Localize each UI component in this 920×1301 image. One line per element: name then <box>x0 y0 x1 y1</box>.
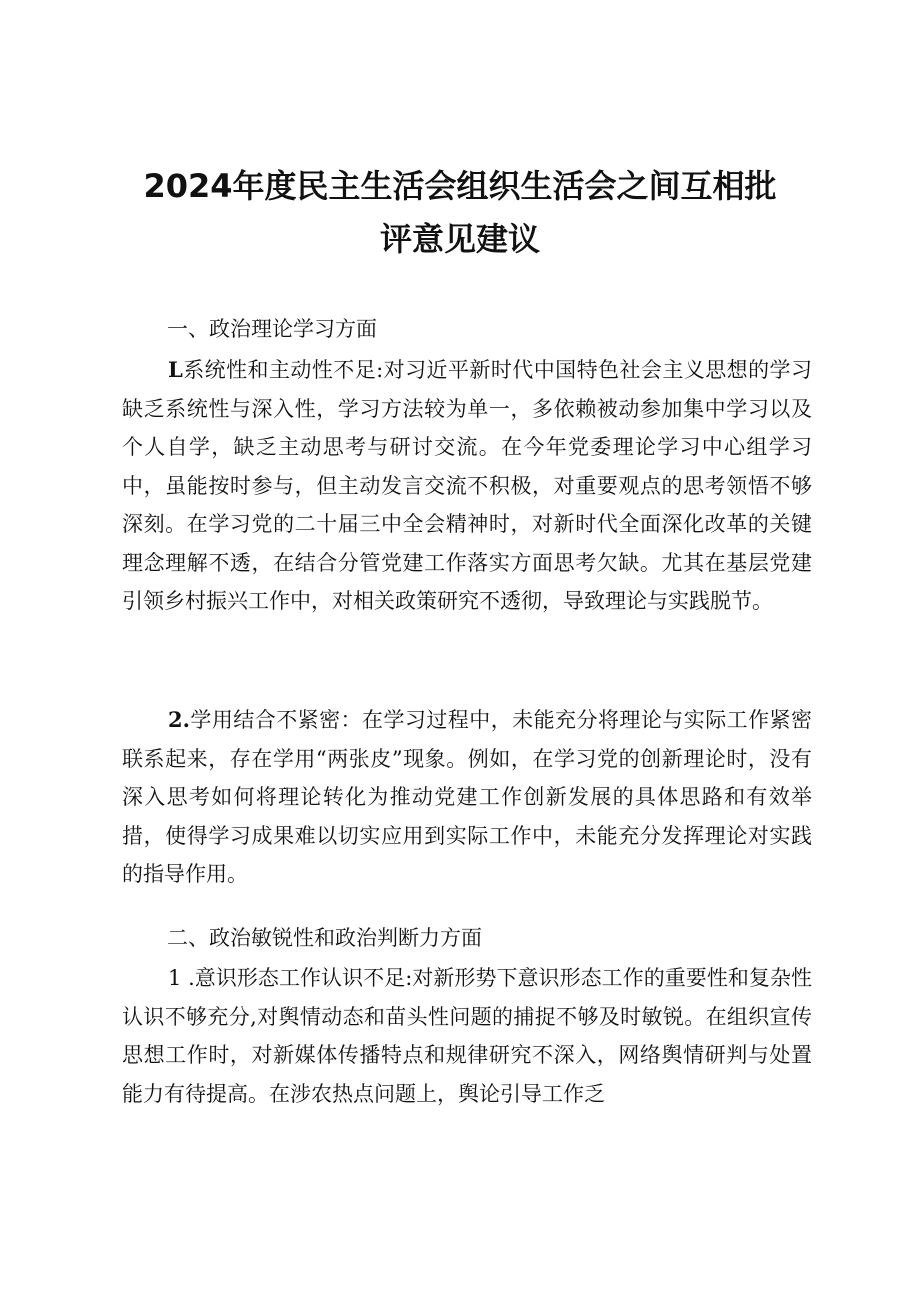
document-title-line-1: 2024年度民主生活会组织生活会之间互相批 <box>143 167 777 205</box>
section-heading-political-theory: 一、政治理论学习方面 <box>167 317 377 341</box>
paragraph-number: 2. <box>168 707 190 732</box>
paragraph-ideology-work <box>122 959 812 1113</box>
paragraph-text: 学用结合不紧密：在学习过程中，未能充分将理论与实际工作紧密联系起来，存在学用“两张皮”现象。例如，在学习党的创新理论时，没有深入思考如何将理论转化为推动党建工作创新发展的具体思路和有效举措，使得学习成果难以切实应用到实际工作中，未能充分发挥理论对实践的指导作用。 <box>122 708 812 886</box>
paragraph-number: L <box>168 357 183 382</box>
paragraph-study-application <box>122 701 812 894</box>
paragraph-systematic-learning <box>122 351 812 621</box>
paragraph-number: 1 . <box>168 966 195 990</box>
section-heading-political-sensitivity: 二、政治敏锐性和政治判断力方面 <box>167 926 482 950</box>
paragraph-text: 系统性和主动性不足:对习近平新时代中国特色社会主义思想的学习缺乏系统性与深入性，学习方法较为单一，多依赖被动参加集中学习以及个人自学，缺乏主动思考与研讨交流。在今年党委理论学习中心组学习中，虽能按时参与，但主动发言交流不积极，对重要观点的思考领悟不够深刻。在学习党的二十届三中全会精神时，对新时代全面深化改革的关键理念理解不透，在结合分管党建工作落实方面思考欠缺。尤其在基层党建引领乡村振兴工作中，对相关政策研究不透彻，导致理论与实践脱节。 <box>122 358 812 613</box>
document-title-line-2: 评意见建议 <box>379 220 540 258</box>
paragraph-text: 意识形态工作认识不足:对新形势下意识形态工作的重要性和复杂性认识不够充分,对舆情动态和苗头性问题的捕捉不够及时敏锐。在组织宣传思想工作时，对新媒体传播特点和规律研究不深入，网络舆情研判与处置能力有待提高。在涉农热点问题上，舆论引导工作乏 <box>122 966 813 1106</box>
